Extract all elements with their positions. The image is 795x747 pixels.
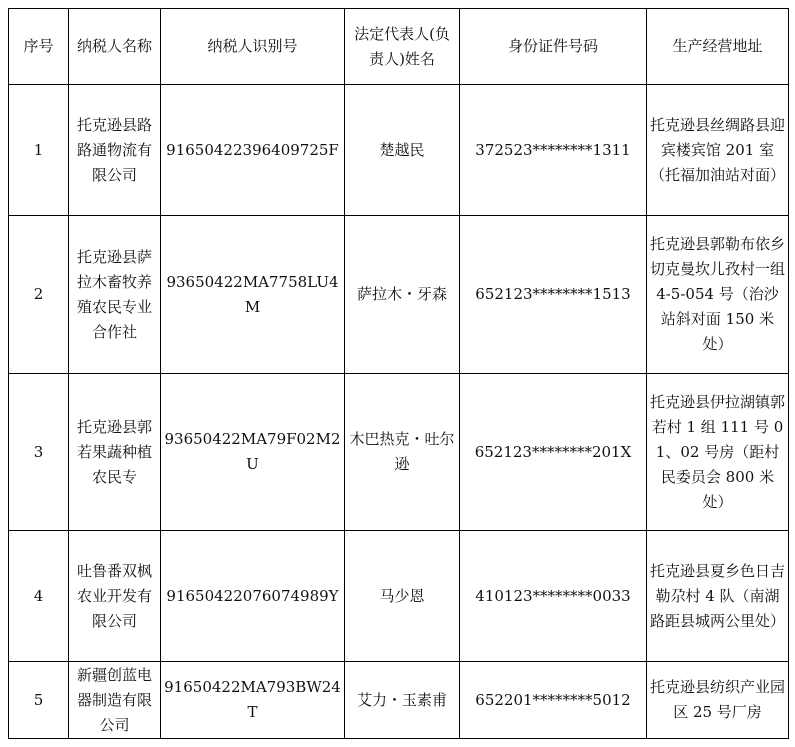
cell-name: 新疆创蓝电器制造有限公司 — [69, 662, 161, 739]
cell-tax-id: 93650422MA79F02M2U — [161, 374, 345, 531]
cell-no: 4 — [9, 531, 69, 662]
cell-rep: 艾力・玉素甫 — [345, 662, 460, 739]
cell-tax-id: 91650422MA793BW24T — [161, 662, 345, 739]
cell-tax-id: 91650422396409725F — [161, 85, 345, 216]
header-name: 纳税人名称 — [69, 9, 161, 85]
cell-name: 托克逊县路路通物流有限公司 — [69, 85, 161, 216]
cell-rep: 楚越民 — [345, 85, 460, 216]
table-row — [9, 85, 789, 216]
cell-tax-id: 91650422076074989Y — [161, 531, 345, 662]
cell-no: 5 — [9, 662, 69, 739]
table-row — [9, 216, 789, 374]
cell-tax-id: 93650422MA7758LU4M — [161, 216, 345, 374]
cell-no: 1 — [9, 85, 69, 216]
cell-name: 吐鲁番双枫农业开发有限公司 — [69, 531, 161, 662]
header-address: 生产经营地址 — [647, 9, 789, 85]
header-id-no: 身份证件号码 — [460, 9, 647, 85]
table-row — [9, 531, 789, 662]
header-no: 序号 — [9, 9, 69, 85]
cell-name: 托克逊县郭若果蔬种植农民专 — [69, 374, 161, 531]
cell-name: 托克逊县萨拉木畜牧养殖农民专业合作社 — [69, 216, 161, 374]
cell-id-no: 372523********1311 — [460, 85, 647, 216]
cell-rep: 马少恩 — [345, 531, 460, 662]
table-row — [9, 374, 789, 531]
table-row — [9, 662, 789, 739]
cell-no: 3 — [9, 374, 69, 531]
cell-rep: 萨拉木・牙森 — [345, 216, 460, 374]
cell-id-no: 652123********201X — [460, 374, 647, 531]
cell-address: 托克逊县夏乡色日吉勒尕村 4 队（南湖路距县城两公里处） — [647, 531, 789, 662]
cell-id-no: 652201********5012 — [460, 662, 647, 739]
cell-address: 托克逊县郭勒布依乡切克曼坎儿孜村一组 4-5-054 号（治沙站斜对面 150 米处） — [647, 216, 789, 374]
taxpayer-table — [8, 8, 789, 739]
cell-id-no: 652123********1513 — [460, 216, 647, 374]
table-header-row — [9, 9, 789, 85]
cell-address: 托克逊县纺织产业园区 25 号厂房 — [647, 662, 789, 739]
header-tax-id: 纳税人识别号 — [161, 9, 345, 85]
cell-no: 2 — [9, 216, 69, 374]
cell-address: 托克逊县丝绸路县迎宾楼宾馆 201 室（托福加油站对面） — [647, 85, 789, 216]
cell-address: 托克逊县伊拉湖镇郭若村 1 组 111 号 01、02 号房（距村民委员会 800 米处） — [647, 374, 789, 531]
header-rep: 法定代表人(负责人)姓名 — [345, 9, 460, 85]
cell-rep: 木巴热克・吐尔逊 — [345, 374, 460, 531]
cell-id-no: 410123********0033 — [460, 531, 647, 662]
